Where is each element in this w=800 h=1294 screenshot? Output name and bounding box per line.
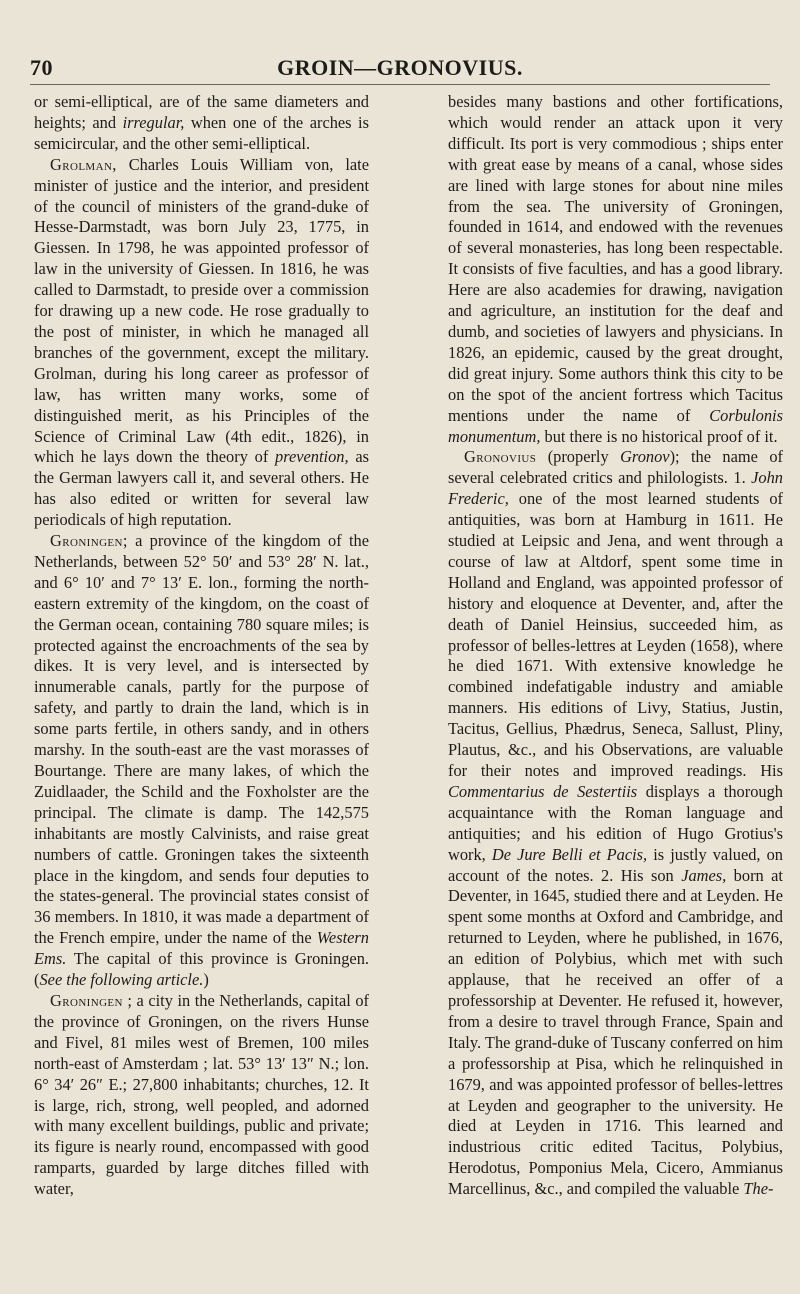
italic-text: Gronov (620, 447, 670, 467)
dictionary-entry (34, 531, 369, 991)
body-text: The capital of this province is Groningen. ( (34, 949, 369, 990)
dictionary-entry (448, 447, 783, 1200)
right-column (448, 92, 783, 1200)
entry-headword: Groningen (50, 990, 123, 1010)
italic-text: John Frederic, (448, 468, 783, 509)
body-text: besides many bastions and other fortifications, which would render an attack upon it very difficult. Its port is very commodious ; ships enter with great ease by means of a canal, whose sides are lined with large stones for about nine miles from the sea. The university of Groningen, founded in 1614, and endowed with the revenues of several monasteries, has long been respectable. It consists of five faculties, and has a good library. Here are also academies for drawing, navigation and agriculture, an institution for the deaf and dumb, and societies of lawyers and physicians. In 1826, an epidemic, caused by the great drought, did great injury. Some authors think this city to be on the spot of the ancient fortress which Tacitus mentions under the name of (448, 92, 783, 425)
continued-paragraph (448, 92, 783, 447)
entry-headword: Gronovius (464, 447, 537, 467)
body-text: or semi-elliptical, are of the same diameters and heights; and (34, 92, 369, 132)
dictionary-entry (34, 155, 369, 531)
italic-text: See the following article. (39, 970, 204, 990)
italic-text: Corbulonis monumentum, (448, 405, 783, 446)
body-text: born at Deventer, in 1645, studied there and at Leyden. He spent some months at Oxford and Cambridge, and returned to Leyden, where he published, in 1676, an edition of Polybius, which met with such applause, that he received an offer of a professorship at Deventer. He refused it, however, from a desire to travel through France, Spain and Italy. The grand-duke of Tuscany conferred on him a professorship at Pisa, which he relinquished in 1679, and was appointed professor of belles-lettres at Leyden and geographer to the university. He died at Leyden in 1716. This learned and industrious critic edited Tacitus, Polybius, Herodotus, Pomponius Mela, Cicero, Ammianus Marcellinus, &c., and compiled the valuable (448, 865, 783, 1199)
body-text: when one of the arches is semicircular, and the other semi-elliptical. (34, 112, 369, 153)
italic-text: The- (743, 1179, 774, 1199)
body-text: as the German lawyers call it, and several others. He has also edited or written for several law periodicals of high reputation. (34, 447, 369, 530)
body-text: but there is no historical proof of it. (540, 426, 778, 446)
header-rule (30, 84, 770, 85)
italic-text: James, (681, 865, 727, 885)
body-text: one of the most learned students of antiquities, was born at Hamburg in 1611. He studied at Leipsic and Jena, and went through a course of law at Altdorf, spent some time in Holland and England, was appointed professor of history and eloquence at Deventer, and, after the death of Daniel Heinsius, succeeded him, as professor of belles-lettres at Leyden (1658), where he died 1671. With extensive knowledge he combined indefatigable industry and amiable manners. His editions of Livy, Statius, Justin, Tacitus, Gellius, Phædrus, Seneca, Sallust, Pliny, Plautus, &c., and his Observations, are valuable for their notes and improved readings. His (448, 489, 783, 780)
italic-text: prevention, (275, 447, 349, 467)
body-text: (properly (536, 447, 621, 467)
body-text: ; a city in the Netherlands, capital of the province of Groningen, on the rivers Hunse and Fivel, 81 miles west of Bremen, 100 miles north-east of Amsterdam ; lat. 53° 13′ 13″ N.; lon. 6° 34′ 26″ E.; 27,800 inhabitants; churches, 12. It is large, rich, strong, well peopled, and adorned with many excellent buildings, public and private; its figure is nearly round, encompassed with good ramparts, guarded by large ditches filled with water, (34, 990, 369, 1199)
body-text: is justly valued, on account of the notes. 2. His son (448, 844, 783, 885)
italic-text: irregular, (122, 112, 185, 132)
body-text: a province of the kingdom of the Netherlands, between 52° 50′ and 53° 28′ N. lat., and 6° 10′ and 7° 13′ E. lon., forming the north-eastern extremity of the kingdom, on the coast of the German ocean, containing 780 square miles; is protected against the encroachments of the sea by dikes. It is very level, and is intersected by innumerable canals, partly for the purpose of safety, and partly to drain the land, which is in some parts fertile, in others sandy, and in others marshy. In the south-east are the vast morasses of Bourtange. There are many lakes, of which the Zuidlaader, the Schild and the Foxholster are the principal. The climate is damp. The 142,575 inhabitants are mostly Calvinists, and raise great numbers of cattle. Groningen takes the sixteenth place in the kingdom, and sends four deputies to the states-general. The provincial states consist of 36 members. In 1810, it was made a department of the French empire, under the name of the (34, 531, 369, 948)
dictionary-entry (34, 991, 369, 1200)
running-head: GROIN—GRONOVIUS. (277, 55, 523, 80)
entry-headword: Groningen; (50, 531, 128, 551)
italic-text: Western Ems. (34, 928, 369, 969)
continued-paragraph (34, 92, 369, 155)
body-text: Charles Louis William von, late minister of justice and the interior, and president of the council of ministers of the grand-duke of Hesse-Darmstadt, was born July 23, 1775, in Giessen. In 1798, he was appointed professor of law in the university of Giessen. In 1816, he was called to Darmstadt, to preside over a commission for drawing up a new code. He rose gradually to the post of minister, in which he managed all branches of the government, except the military. Grolman, during his long career as professor of law, has written many works, some of distinguished merit, as his Principles of the Science of Criminal Law (4th edit., 1826), in which he lays down the theory of (34, 154, 369, 467)
entry-headword: Grolman, (50, 154, 117, 174)
body-text: ); the name of several celebrated critics and philologists. 1. (448, 447, 783, 488)
page-number: 70 (30, 55, 53, 80)
italic-text: Commentarius de Sestertiis (448, 781, 638, 801)
italic-text: De Jure Belli et Pacis, (491, 844, 648, 864)
left-column (34, 92, 369, 1200)
body-text: displays a thorough acquaintance with the Roman language and antiquities; and his edition of Hugo Grotius's work, (448, 781, 783, 864)
body-text: ) (203, 970, 209, 990)
